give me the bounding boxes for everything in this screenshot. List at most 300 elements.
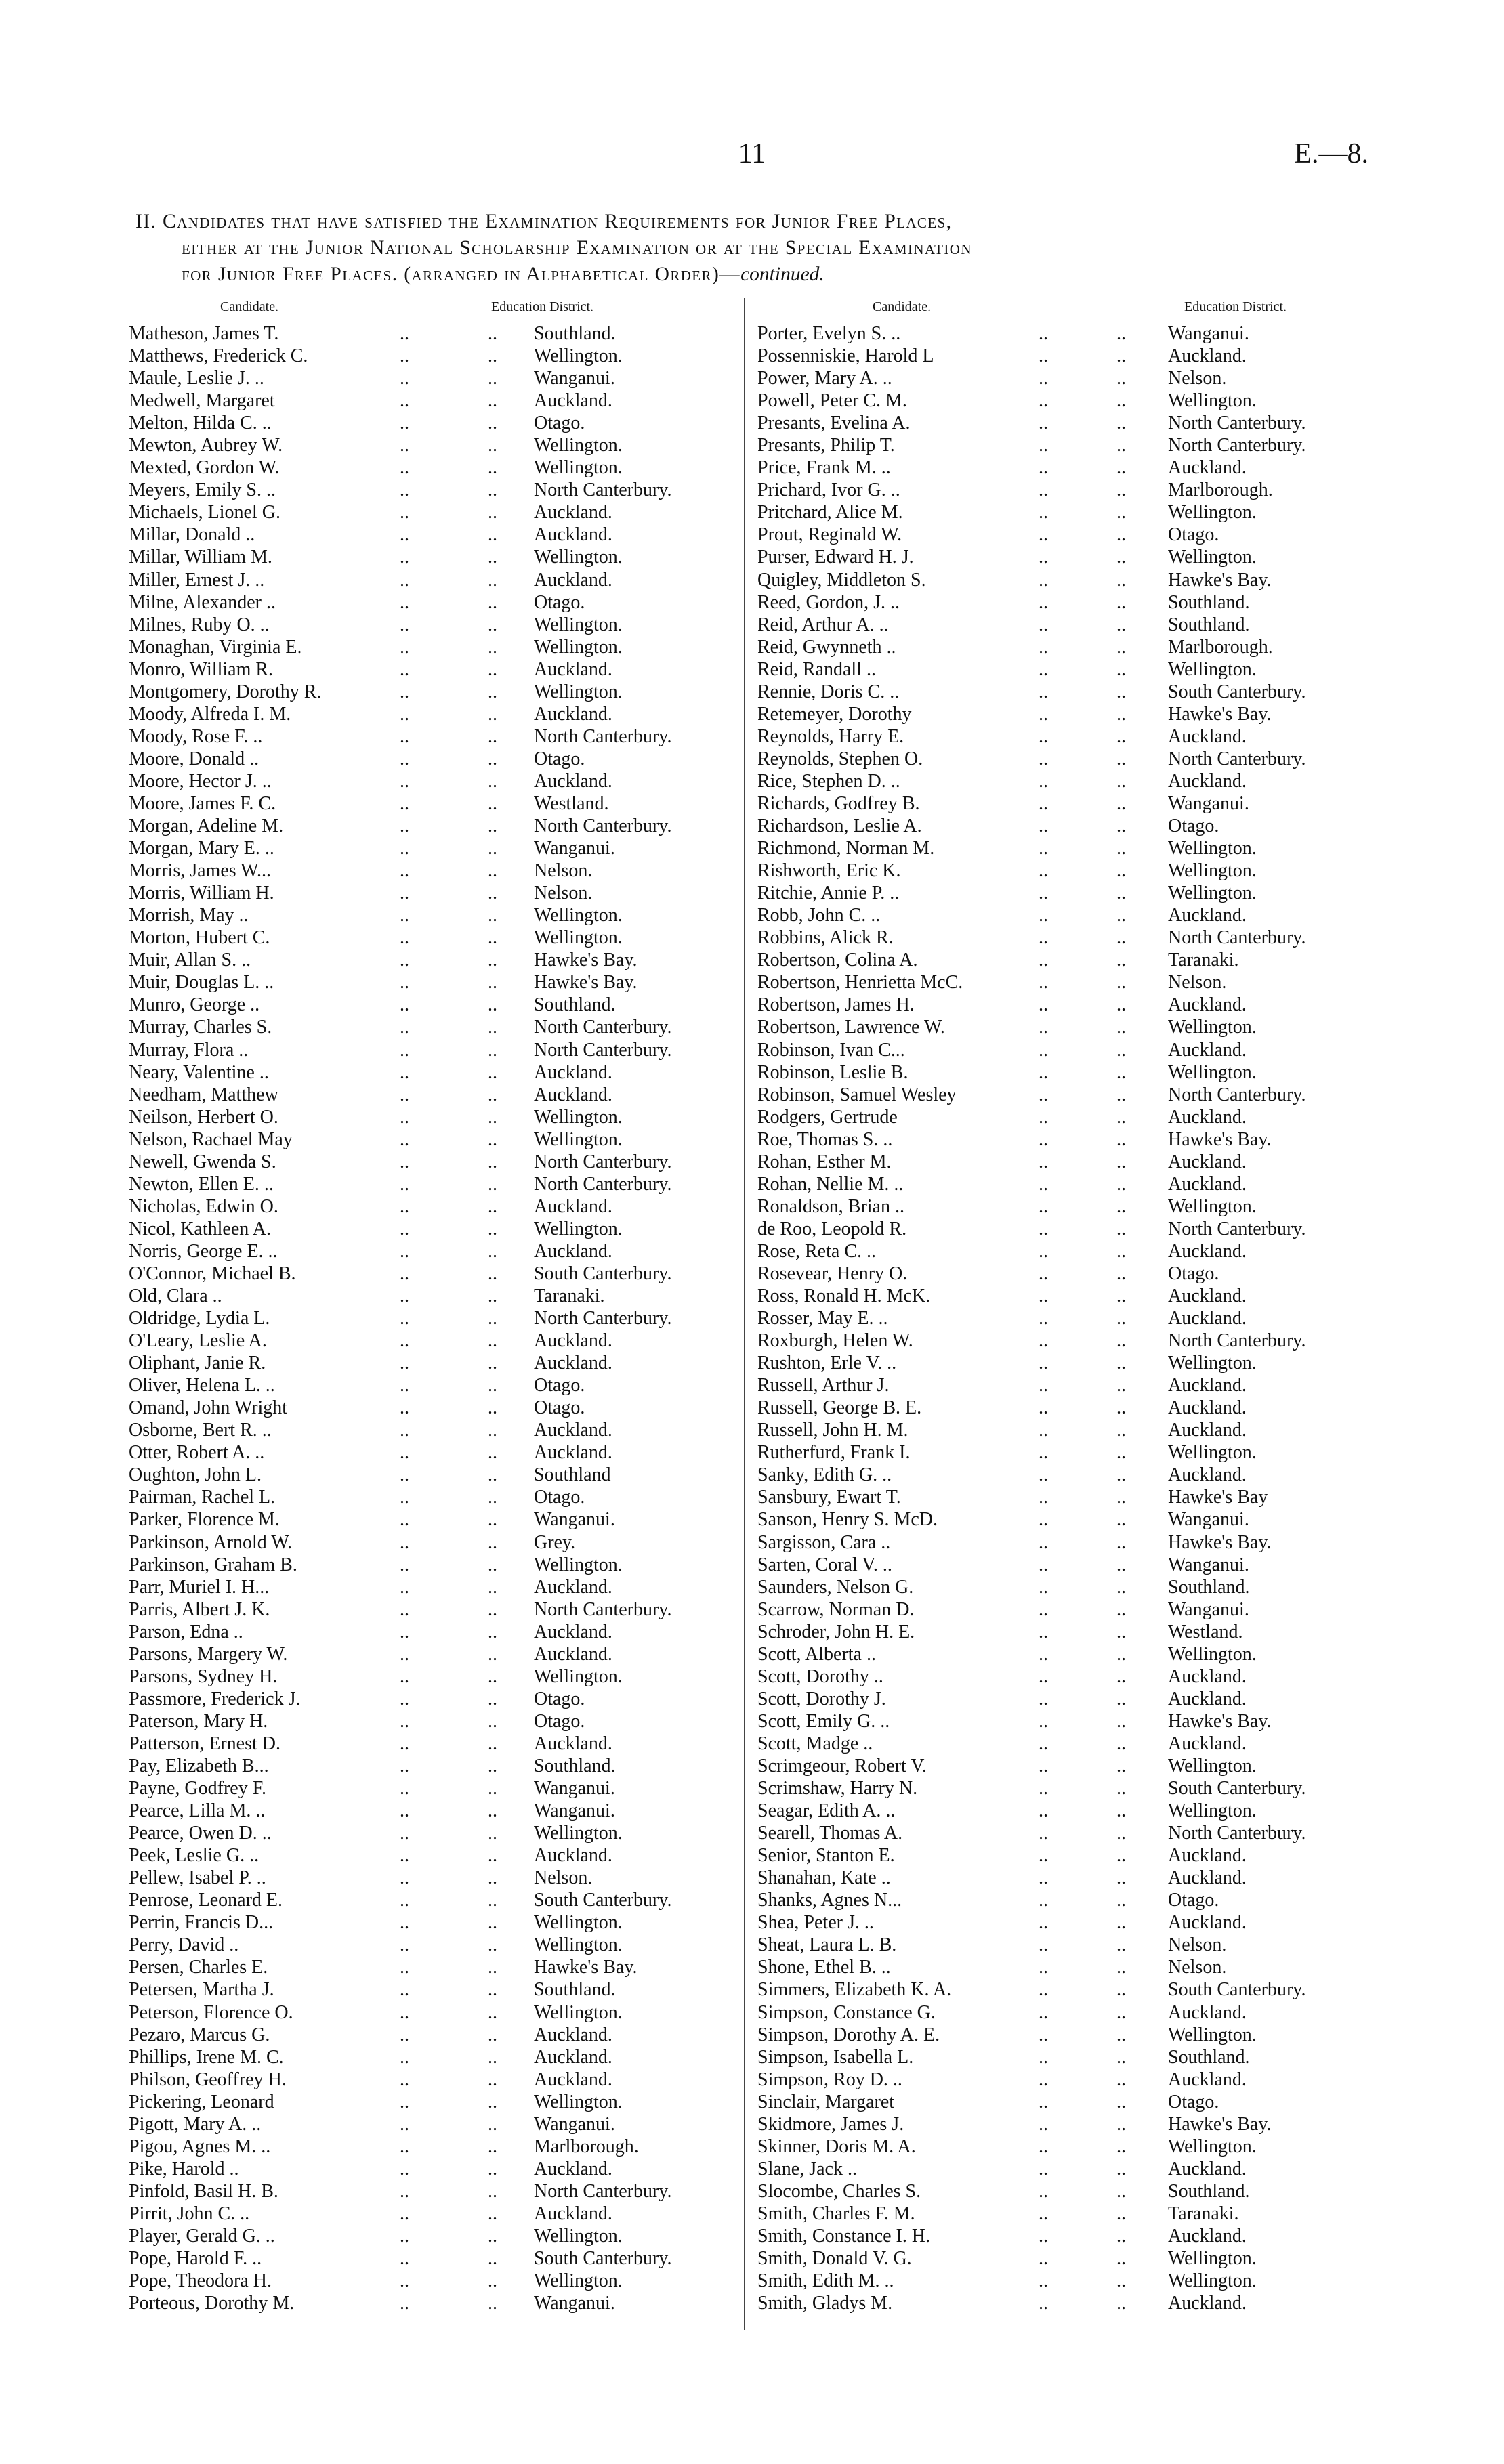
education-district: South Canterbury. <box>1168 1778 1306 1800</box>
table-row <box>129 1151 732 1173</box>
candidate-name: Roe, Thomas S. .. <box>757 1128 893 1150</box>
education-district: Auckland. <box>1168 1308 1247 1330</box>
leader-dots: .. <box>1039 972 1048 994</box>
leader-dots: .. <box>1039 2001 1048 2023</box>
education-district: North Canterbury. <box>534 1151 672 1172</box>
page-number: 11 <box>738 138 766 169</box>
table-row <box>129 1822 732 1844</box>
candidate-name: Slane, Jack .. <box>757 2158 857 2180</box>
table-row <box>129 1084 732 1106</box>
table-row <box>129 524 732 546</box>
leader-dots: .. <box>1039 1979 1048 2001</box>
leader-dots: .. <box>1116 1084 1126 1105</box>
leader-dots: .. <box>1039 950 1048 971</box>
table-row <box>757 1889 1354 1911</box>
leader-dots: .. <box>1039 748 1048 769</box>
education-district: Auckland. <box>1168 1733 1247 1754</box>
education-district: Wanganui. <box>534 2293 615 2314</box>
table-row <box>757 837 1354 859</box>
candidate-name: Russell, George B. E. <box>757 1397 922 1419</box>
education-district: Taranaki. <box>1168 950 1239 971</box>
leader-dots: .. <box>400 1598 409 1620</box>
leader-dots: .. <box>1116 1890 1126 1911</box>
education-district: Southland. <box>534 323 616 344</box>
candidate-name: Moore, James F. C. <box>129 792 276 814</box>
table-row <box>757 994 1354 1016</box>
leader-dots: .. <box>1116 569 1126 591</box>
leader-dots: .. <box>1039 1173 1048 1195</box>
candidate-name: Parker, Florence M. <box>129 1509 280 1531</box>
table-row <box>757 412 1354 434</box>
leader-dots: .. <box>1116 1464 1126 1486</box>
candidate-name: Pritchard, Alice M. <box>757 502 903 524</box>
table-row <box>129 882 732 904</box>
leader-dots: .. <box>400 502 409 524</box>
leader-dots: .. <box>400 1688 409 1709</box>
candidate-name: Peek, Leslie G. .. <box>129 1845 259 1867</box>
leader-dots: .. <box>488 2270 497 2292</box>
candidate-name: Muir, Allan S. .. <box>129 950 251 971</box>
education-district: Wellington. <box>1168 860 1257 882</box>
candidate-name: Rosser, May E. .. <box>757 1308 888 1330</box>
leader-dots: .. <box>1039 2270 1048 2292</box>
leader-dots: .. <box>1039 2113 1048 2135</box>
leader-dots: .. <box>1116 1240 1126 1262</box>
candidate-name: Searell, Thomas A. <box>757 1823 903 1844</box>
table-row <box>757 2113 1354 2136</box>
table-row <box>757 591 1354 614</box>
table-row <box>129 748 732 770</box>
education-district: Southland. <box>1168 591 1250 613</box>
leader-dots: .. <box>488 658 497 680</box>
candidate-name: Saunders, Nelson G. <box>757 1576 914 1598</box>
candidate-name: Nelson, Rachael May <box>129 1128 293 1150</box>
table-row <box>129 345 732 367</box>
education-district: Auckland. <box>1168 1420 1247 1441</box>
leader-dots: .. <box>400 547 409 568</box>
leader-dots: .. <box>488 1621 497 1642</box>
table-row <box>757 524 1354 546</box>
left-candidate-list <box>129 322 732 2314</box>
table-row <box>757 1733 1354 1755</box>
leader-dots: .. <box>488 1262 497 1284</box>
candidate-header: Candidate. <box>220 299 279 314</box>
leader-dots: .. <box>1116 905 1126 927</box>
candidate-name: Pearce, Owen D. .. <box>129 1823 272 1844</box>
leader-dots: .. <box>400 1151 409 1172</box>
leader-dots: .. <box>400 1017 409 1038</box>
leader-dots: .. <box>1116 748 1126 769</box>
leader-dots: .. <box>1116 1643 1126 1665</box>
leader-dots: .. <box>1116 2270 1126 2292</box>
leader-dots: .. <box>488 1308 497 1330</box>
table-row <box>129 636 732 658</box>
table-row <box>757 1598 1354 1621</box>
candidate-name: Rohan, Esther M. <box>757 1151 892 1172</box>
education-district: Nelson. <box>534 860 593 882</box>
education-district: Wellington. <box>534 547 623 568</box>
table-row <box>757 345 1354 367</box>
table-row <box>757 1486 1354 1508</box>
candidate-name: Purser, Edward H. J. <box>757 547 914 568</box>
table-row <box>129 1352 732 1374</box>
education-district: Auckland. <box>1168 1286 1247 1307</box>
candidate-name: Oliver, Helena L. .. <box>129 1375 275 1397</box>
leader-dots: .. <box>400 1330 409 1352</box>
education-district: Wanganui. <box>1168 323 1249 344</box>
candidate-name: Pirrit, John C. .. <box>129 2203 250 2224</box>
leader-dots: .. <box>488 412 497 434</box>
candidate-name: Parr, Muriel I. H... <box>129 1576 270 1598</box>
leader-dots: .. <box>488 1084 497 1105</box>
candidate-name: Otter, Robert A. .. <box>129 1442 265 1464</box>
leader-dots: .. <box>400 1397 409 1419</box>
leader-dots: .. <box>488 614 497 635</box>
table-row <box>129 859 732 882</box>
leader-dots: .. <box>1116 1262 1126 1284</box>
table-row <box>129 1733 732 1755</box>
leader-dots: .. <box>400 703 409 725</box>
education-district: Wellington. <box>1168 1800 1257 1822</box>
leader-dots: .. <box>400 569 409 591</box>
table-row <box>757 1508 1354 1531</box>
candidate-name: Rennie, Doris C. .. <box>757 681 900 702</box>
leader-dots: .. <box>1039 770 1048 792</box>
education-district: North Canterbury. <box>1168 412 1306 434</box>
education-district: Auckland. <box>534 658 612 680</box>
leader-dots: .. <box>400 2136 409 2157</box>
education-district: Wellington. <box>1168 1195 1257 1217</box>
leader-dots: .. <box>1039 2158 1048 2180</box>
leader-dots: .. <box>488 547 497 568</box>
leader-dots: .. <box>1116 703 1126 725</box>
leader-dots: .. <box>1116 972 1126 994</box>
table-row <box>129 412 732 434</box>
candidate-name: Peterson, Florence O. <box>129 2001 293 2023</box>
table-row <box>757 1016 1354 1038</box>
education-district: Westland. <box>1168 1621 1243 1642</box>
table-row <box>757 1419 1354 1441</box>
leader-dots: .. <box>400 1867 409 1889</box>
leader-dots: .. <box>400 591 409 613</box>
table-row <box>129 1195 732 1218</box>
leader-dots: .. <box>1116 1353 1126 1374</box>
leader-dots: .. <box>488 591 497 613</box>
leader-dots: .. <box>1039 1151 1048 1172</box>
leader-dots: .. <box>1039 502 1048 524</box>
education-district: Wellington. <box>534 927 623 949</box>
leader-dots: .. <box>1116 1554 1126 1575</box>
right-column-header <box>757 299 1354 322</box>
table-row <box>757 1374 1354 1397</box>
leader-dots: .. <box>1039 345 1048 367</box>
table-row <box>129 1106 732 1128</box>
leader-dots: .. <box>400 972 409 994</box>
leader-dots: .. <box>1116 412 1126 434</box>
education-district: Auckland. <box>534 1442 612 1464</box>
leader-dots: .. <box>400 1195 409 1217</box>
education-district: Hawke's Bay. <box>534 972 638 994</box>
candidate-name: Reynolds, Stephen O. <box>757 748 923 769</box>
leader-dots: .. <box>400 2158 409 2180</box>
candidate-name: Needham, Matthew <box>129 1084 278 1105</box>
leader-dots: .. <box>1116 1218 1126 1239</box>
candidate-name: Nicholas, Edwin O. <box>129 1195 278 1217</box>
table-row <box>757 904 1354 927</box>
education-district: Grey. <box>534 1531 576 1553</box>
leader-dots: .. <box>400 480 409 501</box>
table-row <box>757 2024 1354 2046</box>
leader-dots: .. <box>488 1286 497 1307</box>
leader-dots: .. <box>1116 368 1126 389</box>
education-district: Auckland. <box>534 1330 612 1352</box>
education-district: Hawke's Bay. <box>1168 2113 1272 2135</box>
leader-dots: .. <box>400 1756 409 1777</box>
education-district: Auckland. <box>1168 1688 1247 1709</box>
leader-dots: .. <box>1116 1531 1126 1553</box>
table-row <box>129 1911 732 1934</box>
leader-dots: .. <box>1116 1823 1126 1844</box>
candidate-name: Norris, George E. .. <box>129 1240 278 1262</box>
leader-dots: .. <box>400 1934 409 1956</box>
leader-dots: .. <box>400 1576 409 1598</box>
education-district: Auckland. <box>534 390 612 412</box>
table-row <box>757 1195 1354 1218</box>
candidate-name: Melton, Hilda C. .. <box>129 412 272 434</box>
candidate-name: Murray, Charles S. <box>129 1017 272 1038</box>
table-row <box>757 1352 1354 1374</box>
leader-dots: .. <box>1039 815 1048 837</box>
leader-dots: .. <box>1039 636 1048 658</box>
education-district: Southland. <box>1168 1576 1250 1598</box>
candidate-name: Pickering, Leonard <box>129 2091 274 2112</box>
education-district: Wellington. <box>534 1934 623 1956</box>
leader-dots: .. <box>400 1353 409 1374</box>
leader-dots: .. <box>1039 591 1048 613</box>
table-row <box>129 1978 732 2001</box>
candidate-name: Scott, Alberta .. <box>757 1643 876 1665</box>
leader-dots: .. <box>488 725 497 747</box>
candidate-name: Oldridge, Lydia L. <box>129 1308 270 1330</box>
leader-dots: .. <box>1116 323 1126 344</box>
table-row <box>129 1173 732 1195</box>
leader-dots: .. <box>1039 1756 1048 1777</box>
education-district: Wellington. <box>1168 547 1257 568</box>
candidate-name: Pigott, Mary A. .. <box>129 2113 262 2135</box>
candidate-name: Smith, Edith M. .. <box>757 2270 894 2292</box>
table-row <box>129 1397 732 1419</box>
leader-dots: .. <box>1116 2225 1126 2247</box>
table-row <box>757 2001 1354 2024</box>
candidate-name: Murray, Flora .. <box>129 1039 249 1061</box>
education-district: Auckland. <box>1168 1397 1247 1419</box>
leader-dots: .. <box>488 1890 497 1911</box>
candidate-name: Payne, Godfrey F. <box>129 1778 267 1800</box>
education-district: Nelson. <box>1168 1934 1227 1956</box>
leader-dots: .. <box>400 994 409 1016</box>
leader-dots: .. <box>1116 591 1126 613</box>
leader-dots: .. <box>400 1061 409 1083</box>
education-district: Hawke's Bay. <box>534 950 638 971</box>
leader-dots: .. <box>1116 1151 1126 1172</box>
table-row <box>757 1665 1354 1688</box>
candidate-name: Munro, George .. <box>129 994 260 1016</box>
education-district: North Canterbury. <box>534 1598 672 1620</box>
leader-dots: .. <box>488 1397 497 1419</box>
table-row <box>129 681 732 703</box>
leader-dots: .. <box>400 792 409 814</box>
education-district: Westland. <box>534 792 609 814</box>
leader-dots: .. <box>1116 1375 1126 1397</box>
leader-dots: .. <box>1039 1778 1048 1800</box>
leader-dots: .. <box>400 2046 409 2068</box>
candidate-name: Reid, Arthur A. .. <box>757 614 889 635</box>
candidate-name: Oliphant, Janie R. <box>129 1353 266 1374</box>
leader-dots: .. <box>488 838 497 859</box>
education-district: Taranaki. <box>534 1286 605 1307</box>
leader-dots: .. <box>1116 345 1126 367</box>
education-district: Auckland. <box>1168 1867 1247 1889</box>
leader-dots: .. <box>488 905 497 927</box>
candidate-name: Rohan, Nellie M. .. <box>757 1173 904 1195</box>
leader-dots: .. <box>488 1173 497 1195</box>
leader-dots: .. <box>400 1733 409 1754</box>
leader-dots: .. <box>1039 1487 1048 1508</box>
leader-dots: .. <box>1116 390 1126 412</box>
table-row <box>757 2158 1354 2180</box>
leader-dots: .. <box>1039 1195 1048 1217</box>
leader-dots: .. <box>488 770 497 792</box>
candidate-name: Robb, John C. .. <box>757 905 881 927</box>
candidate-name: Scott, Dorothy J. <box>757 1688 886 1709</box>
table-row <box>129 1531 732 1554</box>
leader-dots: .. <box>488 502 497 524</box>
education-district: North Canterbury. <box>1168 435 1306 456</box>
candidate-name: Sanky, Edith G. .. <box>757 1464 892 1486</box>
education-district: Wellington. <box>534 1823 623 1844</box>
education-district: Wellington. <box>534 345 623 367</box>
candidate-name: Rushton, Erle V. .. <box>757 1353 897 1374</box>
candidate-name: Shanahan, Kate .. <box>757 1867 891 1889</box>
table-row <box>129 569 732 591</box>
leader-dots: .. <box>400 1710 409 1732</box>
district-header: Education District. <box>1184 299 1287 314</box>
education-district: Wellington. <box>534 1912 623 1934</box>
education-district: Wellington. <box>534 2270 623 2292</box>
leader-dots: .. <box>1116 1330 1126 1352</box>
leader-dots: .. <box>1116 2180 1126 2202</box>
leader-dots: .. <box>400 927 409 949</box>
education-district: North Canterbury. <box>1168 1084 1306 1105</box>
leader-dots: .. <box>488 1218 497 1239</box>
leader-dots: .. <box>1039 2180 1048 2202</box>
leader-dots: .. <box>1039 2293 1048 2314</box>
candidate-name: Milne, Alexander .. <box>129 591 276 613</box>
leader-dots: .. <box>400 1442 409 1464</box>
leader-dots: .. <box>400 905 409 927</box>
table-row <box>129 1039 732 1061</box>
candidate-name: Paterson, Mary H. <box>129 1710 268 1732</box>
candidate-name: Seagar, Edith A. .. <box>757 1800 896 1822</box>
education-district: Wanganui. <box>534 368 615 389</box>
candidate-name: Sanson, Henry S. McD. <box>757 1509 938 1531</box>
leader-dots: .. <box>1116 1845 1126 1867</box>
education-district: Wellington. <box>534 2091 623 2112</box>
education-district: Wellington. <box>1168 1061 1257 1083</box>
leader-dots: .. <box>400 1665 409 1687</box>
education-district: Auckland. <box>1168 2068 1247 2090</box>
leader-dots: .. <box>400 390 409 412</box>
table-row <box>757 2046 1354 2068</box>
education-district: Wanganui. <box>534 2113 615 2135</box>
leader-dots: .. <box>400 1240 409 1262</box>
leader-dots: .. <box>1116 1509 1126 1531</box>
table-row <box>129 1643 732 1665</box>
table-row <box>757 1688 1354 1710</box>
leader-dots: .. <box>1039 435 1048 456</box>
leader-dots: .. <box>1116 770 1126 792</box>
leader-dots: .. <box>1116 1106 1126 1128</box>
leader-dots: .. <box>488 1934 497 1956</box>
candidate-name: Powell, Peter C. M. <box>757 390 907 412</box>
education-district: Auckland. <box>534 2203 612 2224</box>
education-district: Marlborough. <box>534 2136 639 2157</box>
leader-dots: .. <box>488 1531 497 1553</box>
table-row <box>757 1285 1354 1307</box>
table-row <box>757 1307 1354 1330</box>
candidate-name: Mexted, Gordon W. <box>129 457 280 479</box>
leader-dots: .. <box>1039 1353 1048 1374</box>
education-district: Wellington. <box>1168 390 1257 412</box>
candidate-name: Roxburgh, Helen W. <box>757 1330 913 1352</box>
table-row <box>129 837 732 859</box>
candidate-name: O'Leary, Leslie A. <box>129 1330 267 1352</box>
education-district: Hawke's Bay. <box>1168 1128 1272 1150</box>
leader-dots: .. <box>1116 1733 1126 1754</box>
education-district: Auckland. <box>1168 1173 1247 1195</box>
leader-dots: .. <box>1039 1375 1048 1397</box>
table-row <box>129 479 732 501</box>
table-row <box>129 1128 732 1151</box>
leader-dots: .. <box>1116 1173 1126 1195</box>
table-row <box>129 1800 732 1822</box>
education-district: Marlborough. <box>1168 480 1273 501</box>
leader-dots: .. <box>1039 2203 1048 2224</box>
table-row <box>129 1867 732 1889</box>
table-row <box>129 2270 732 2292</box>
candidate-name: Robertson, Colina A. <box>757 950 918 971</box>
candidate-name: Shea, Peter J. .. <box>757 1912 874 1934</box>
education-district: Auckland. <box>534 1420 612 1441</box>
education-district: Wellington. <box>534 1218 623 1239</box>
education-district: Wellington. <box>534 636 623 658</box>
education-district: Auckland. <box>1168 345 1247 367</box>
candidate-name: Newton, Ellen E. .. <box>129 1173 274 1195</box>
candidate-name: Matheson, James T. <box>129 323 279 344</box>
candidate-name: Rose, Reta C. .. <box>757 1240 876 1262</box>
heading-line: either at the Junior National Scholarship Examination or at the Special Examination <box>182 237 972 259</box>
leader-dots: .. <box>1039 860 1048 882</box>
candidate-name: Perrin, Francis D... <box>129 1912 274 1934</box>
table-row <box>129 725 732 748</box>
leader-dots: .. <box>1116 547 1126 568</box>
candidate-name: Porteous, Dorothy M. <box>129 2293 295 2314</box>
education-district: Wellington. <box>1168 1017 1257 1038</box>
leader-dots: .. <box>1039 368 1048 389</box>
leader-dots: .. <box>400 1464 409 1486</box>
table-row <box>129 1844 732 1867</box>
district-header: Education District. <box>491 299 594 314</box>
